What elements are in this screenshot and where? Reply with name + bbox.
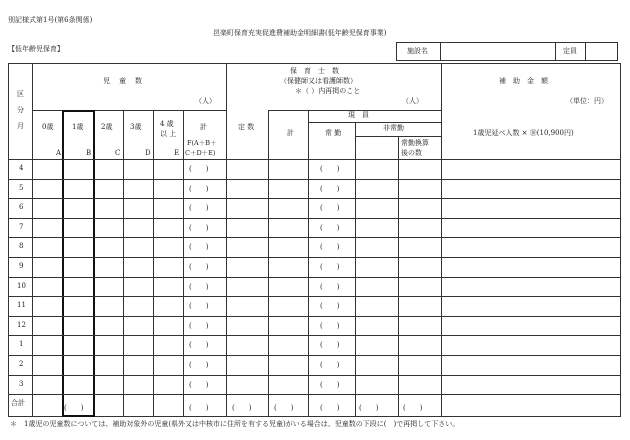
paren-placeholder: ( ) <box>320 243 340 251</box>
page-title: 邑楽町保育充実促進費補助金明細書(低年齢児保育事業) <box>213 29 387 37</box>
capacity-label: 定員 <box>563 47 577 55</box>
table-row <box>8 355 620 375</box>
paren-placeholder: ( ) <box>189 204 209 212</box>
month-label: 3 <box>19 380 24 388</box>
table-border-bottom <box>8 416 620 417</box>
subsidy-formula: 1歳児延べ人数 × ⑩(10,900円) <box>473 129 574 137</box>
age-3-label: 3歳 <box>130 123 142 131</box>
paren-placeholder: ( ) <box>189 341 209 349</box>
total-row <box>8 394 620 416</box>
month-label: 4 <box>19 164 24 172</box>
age1-border-top <box>62 111 95 112</box>
paren-placeholder: ( ) <box>320 381 340 389</box>
paren-placeholder: ( ) <box>320 302 340 310</box>
age-4plus-label-2: 以 上 <box>160 130 177 138</box>
paren-placeholder: ( ) <box>320 322 340 330</box>
paren-placeholder: ( ) <box>320 165 340 173</box>
facility-label: 施設名 <box>407 47 428 55</box>
month-label: 9 <box>19 262 24 270</box>
paren-placeholder: ( ) <box>189 361 209 369</box>
staff-parttime-label: 非常勤 <box>383 124 404 132</box>
paren-placeholder: ( ) <box>403 404 423 412</box>
month-label: 10 <box>17 282 26 290</box>
paren-placeholder: ( ) <box>274 404 294 412</box>
paren-placeholder: ( ) <box>189 283 209 291</box>
table-row <box>8 179 620 198</box>
paren-placeholder: ( ) <box>232 404 252 412</box>
age-3-letter: D <box>145 149 151 157</box>
month-header-2: 分 <box>17 106 24 114</box>
staff-fulltime-label: 常 勤 <box>325 129 342 137</box>
children-unit: （人） <box>195 97 216 105</box>
age-1-label: 1歳 <box>72 123 84 131</box>
paren-placeholder: ( ) <box>189 224 209 232</box>
table-row <box>8 257 620 277</box>
month-label: 1 <box>19 340 24 348</box>
month-header-3: 月 <box>17 122 24 130</box>
capacity-field[interactable] <box>586 43 617 60</box>
paren-placeholder: ( ) <box>320 263 340 271</box>
section-label: 【低年齢児保育】 <box>8 45 64 53</box>
month-label: 5 <box>19 184 24 192</box>
paren-placeholder: ( ) <box>189 381 209 389</box>
paren-placeholder: ( ) <box>189 165 209 173</box>
staff-current-label: 現 員 <box>348 111 369 119</box>
table-row <box>8 237 620 257</box>
age-0-letter: A <box>56 149 62 157</box>
footnote: ＊ 1歳児の児童数については、補助対象外の児童(県外又は中核市に住所を有する児童)がいる場合は、児童数の下段に( )で再掲して下さい。 <box>10 420 460 428</box>
age-4plus-label-1: 4 歳 <box>160 120 174 128</box>
paren-placeholder: ( ) <box>320 404 340 412</box>
form-id: 別記様式第1号(第6条関係) <box>8 16 93 24</box>
table-row <box>8 316 620 335</box>
month-header-1: 区 <box>17 90 24 98</box>
table-row <box>8 159 620 179</box>
age-2-label: 2歳 <box>101 123 113 131</box>
month-label: 11 <box>17 301 26 309</box>
table-row <box>8 277 620 296</box>
table-row <box>8 335 620 355</box>
month-label: 8 <box>19 242 24 250</box>
paren-placeholder: ( ) <box>189 243 209 251</box>
staff-convert-label-2: 後の数 <box>401 149 422 157</box>
month-label: 6 <box>19 203 24 211</box>
paren-placeholder: ( ) <box>189 322 209 330</box>
month-label: 2 <box>19 360 24 368</box>
subsidy-unit: （単位：円） <box>566 97 608 105</box>
paren-placeholder: ( ) <box>189 185 209 193</box>
table-row <box>8 218 620 237</box>
children-total-label: 計 <box>200 123 207 131</box>
table-border-top <box>8 63 620 64</box>
staff-unit: （人） <box>402 97 423 105</box>
paren-placeholder: ( ) <box>359 404 379 412</box>
staff-convert-label-1: 常勤換算 <box>401 139 429 147</box>
grid-line <box>308 122 441 123</box>
month-label: 12 <box>17 321 26 329</box>
total-row-label: 合計 <box>11 399 25 407</box>
month-label: 7 <box>19 223 24 231</box>
children-total-formula-2: C＋D＋E) <box>185 149 216 157</box>
staff-sub1: （保健師又は看護師数） <box>280 77 357 85</box>
grid-line <box>268 110 441 111</box>
paren-placeholder: ( ) <box>64 404 84 412</box>
paren-placeholder: ( ) <box>320 361 340 369</box>
paren-placeholder: ( ) <box>189 302 209 310</box>
staff-header: 保 育 士 数 <box>290 67 339 75</box>
paren-placeholder: ( ) <box>320 204 340 212</box>
table-border-right <box>620 63 621 417</box>
table-row <box>8 296 620 316</box>
paren-placeholder: ( ) <box>189 263 209 271</box>
children-total-formula-1: F(A＋B＋ <box>187 139 217 147</box>
age-0-label: 0歳 <box>42 123 54 131</box>
age-2-letter: C <box>115 149 121 157</box>
staff-total-label: 計 <box>287 129 294 137</box>
paren-placeholder: ( ) <box>320 341 340 349</box>
paren-placeholder: ( ) <box>189 404 209 412</box>
staff-capacity-label: 定 数 <box>238 123 255 131</box>
paren-placeholder: ( ) <box>320 185 340 193</box>
table-row <box>8 375 620 394</box>
facility-name-field[interactable] <box>441 43 555 60</box>
paren-placeholder: ( ) <box>320 224 340 232</box>
subsidy-header: 補 助 金 額 <box>499 77 548 85</box>
staff-sub2: ＊（ ）内再掲のこと <box>295 87 361 95</box>
age1-border-bottom <box>62 416 95 417</box>
children-header: 児 童 数 <box>103 77 143 85</box>
table-row <box>8 198 620 218</box>
age-1-letter: B <box>86 149 92 157</box>
paren-placeholder: ( ) <box>320 283 340 291</box>
age-4plus-letter: E <box>174 149 180 157</box>
